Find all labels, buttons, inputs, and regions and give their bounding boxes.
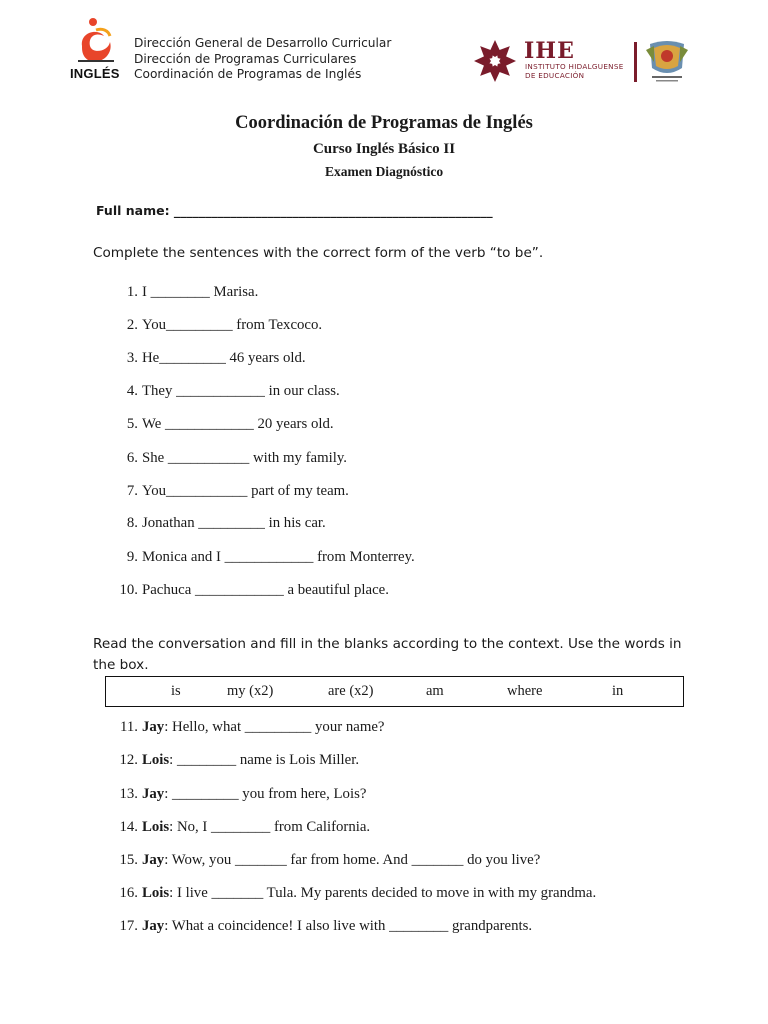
dialogue-item[interactable]: 15. Jay: Wow, you _______ far from home. And _______ do you live?: [119, 852, 541, 868]
section2-instruction: Read the conversation and fill in the blanks according to the context. Use the words in the box.: [93, 636, 682, 673]
section1-instruction: Complete the sentences with the correct form of the verb “to be”.: [93, 245, 544, 261]
speaker-name: Lois: [142, 752, 170, 768]
exercise-item[interactable]: 3. He_________ 46 years old.: [126, 350, 306, 366]
dialogue-item[interactable]: 13. Jay: _________ you from here, Lois?: [119, 786, 367, 802]
exercise-item[interactable]: 2. You_________ from Texcoco.: [126, 317, 323, 333]
exercise-item[interactable]: 6. She ___________ with my family.: [126, 450, 347, 466]
dialogue-item[interactable]: 14. Lois: No, I ________ from California.: [119, 819, 371, 835]
institution-line: Dirección de Programas Curriculares: [134, 51, 357, 66]
speaker-name: Jay: [142, 918, 165, 934]
institution-line: Coordinación de Programas de Inglés: [134, 67, 362, 81]
exam-title: Examen Diagnóstico: [324, 164, 444, 179]
full-name-field[interactable]: Full name: ___________________________________________________: [96, 203, 493, 218]
word-box-item: is: [171, 683, 181, 699]
ingles-logo-word: INGLÉS: [70, 66, 120, 81]
institution-lines: [134, 36, 391, 83]
ihe-logo-subtitle: INSTITUTO HIDALGUENSE DE EDUCACIÓN: [525, 62, 624, 80]
speaker-name: Jay: [142, 719, 165, 735]
word-box-item: where: [507, 683, 543, 699]
dialogue-item[interactable]: 17. Jay: What a coincidence! I also live with ________ grandparents.: [119, 918, 533, 934]
institution-line: Dirección General de Desarrollo Curricular: [134, 36, 392, 50]
exercise-item[interactable]: 4. They ____________ in our class.: [126, 383, 340, 399]
speaker-name: Jay: [142, 786, 165, 802]
ihe-flower-icon: [472, 38, 518, 84]
exercise-item[interactable]: 10. Pachuca ____________ a beautiful place.: [119, 582, 389, 598]
word-box: [105, 676, 684, 707]
page-title: Coordinación de Programas de Inglés: [235, 113, 533, 133]
dialogue-item[interactable]: 11. Jay: Hello, what _________ your name?: [120, 719, 385, 735]
speaker-name: Lois: [142, 885, 170, 901]
ihe-logo-title: IHE: [524, 38, 575, 64]
word-box-item: are (x2): [328, 683, 374, 699]
word-box-item: my (x2): [227, 683, 274, 699]
dialogue-item[interactable]: 12. Lois: ________ name is Lois Miller.: [119, 752, 360, 768]
word-box-item: in: [612, 683, 624, 699]
state-seal-icon: [646, 38, 688, 86]
speaker-name: Lois: [142, 819, 170, 835]
speaker-name: Jay: [142, 852, 165, 868]
exercise-item[interactable]: 8. Jonathan _________ in his car.: [126, 515, 326, 531]
word-box-item: am: [426, 683, 444, 699]
exercise-item[interactable]: 5. We ____________ 20 years old.: [126, 416, 334, 432]
exercise-item[interactable]: 9. Monica and I ____________ from Monterrey.: [126, 549, 415, 565]
exercise-item[interactable]: 1. I ________ Marisa.: [126, 284, 259, 300]
dialogue-item[interactable]: 16. Lois: I live _______ Tula. My parents decided to move in with my grandma.: [119, 885, 597, 901]
logo-separator: [634, 42, 637, 82]
course-title: Curso Inglés Básico II: [312, 141, 456, 157]
exercise-item[interactable]: 7. You___________ part of my team.: [126, 483, 349, 499]
